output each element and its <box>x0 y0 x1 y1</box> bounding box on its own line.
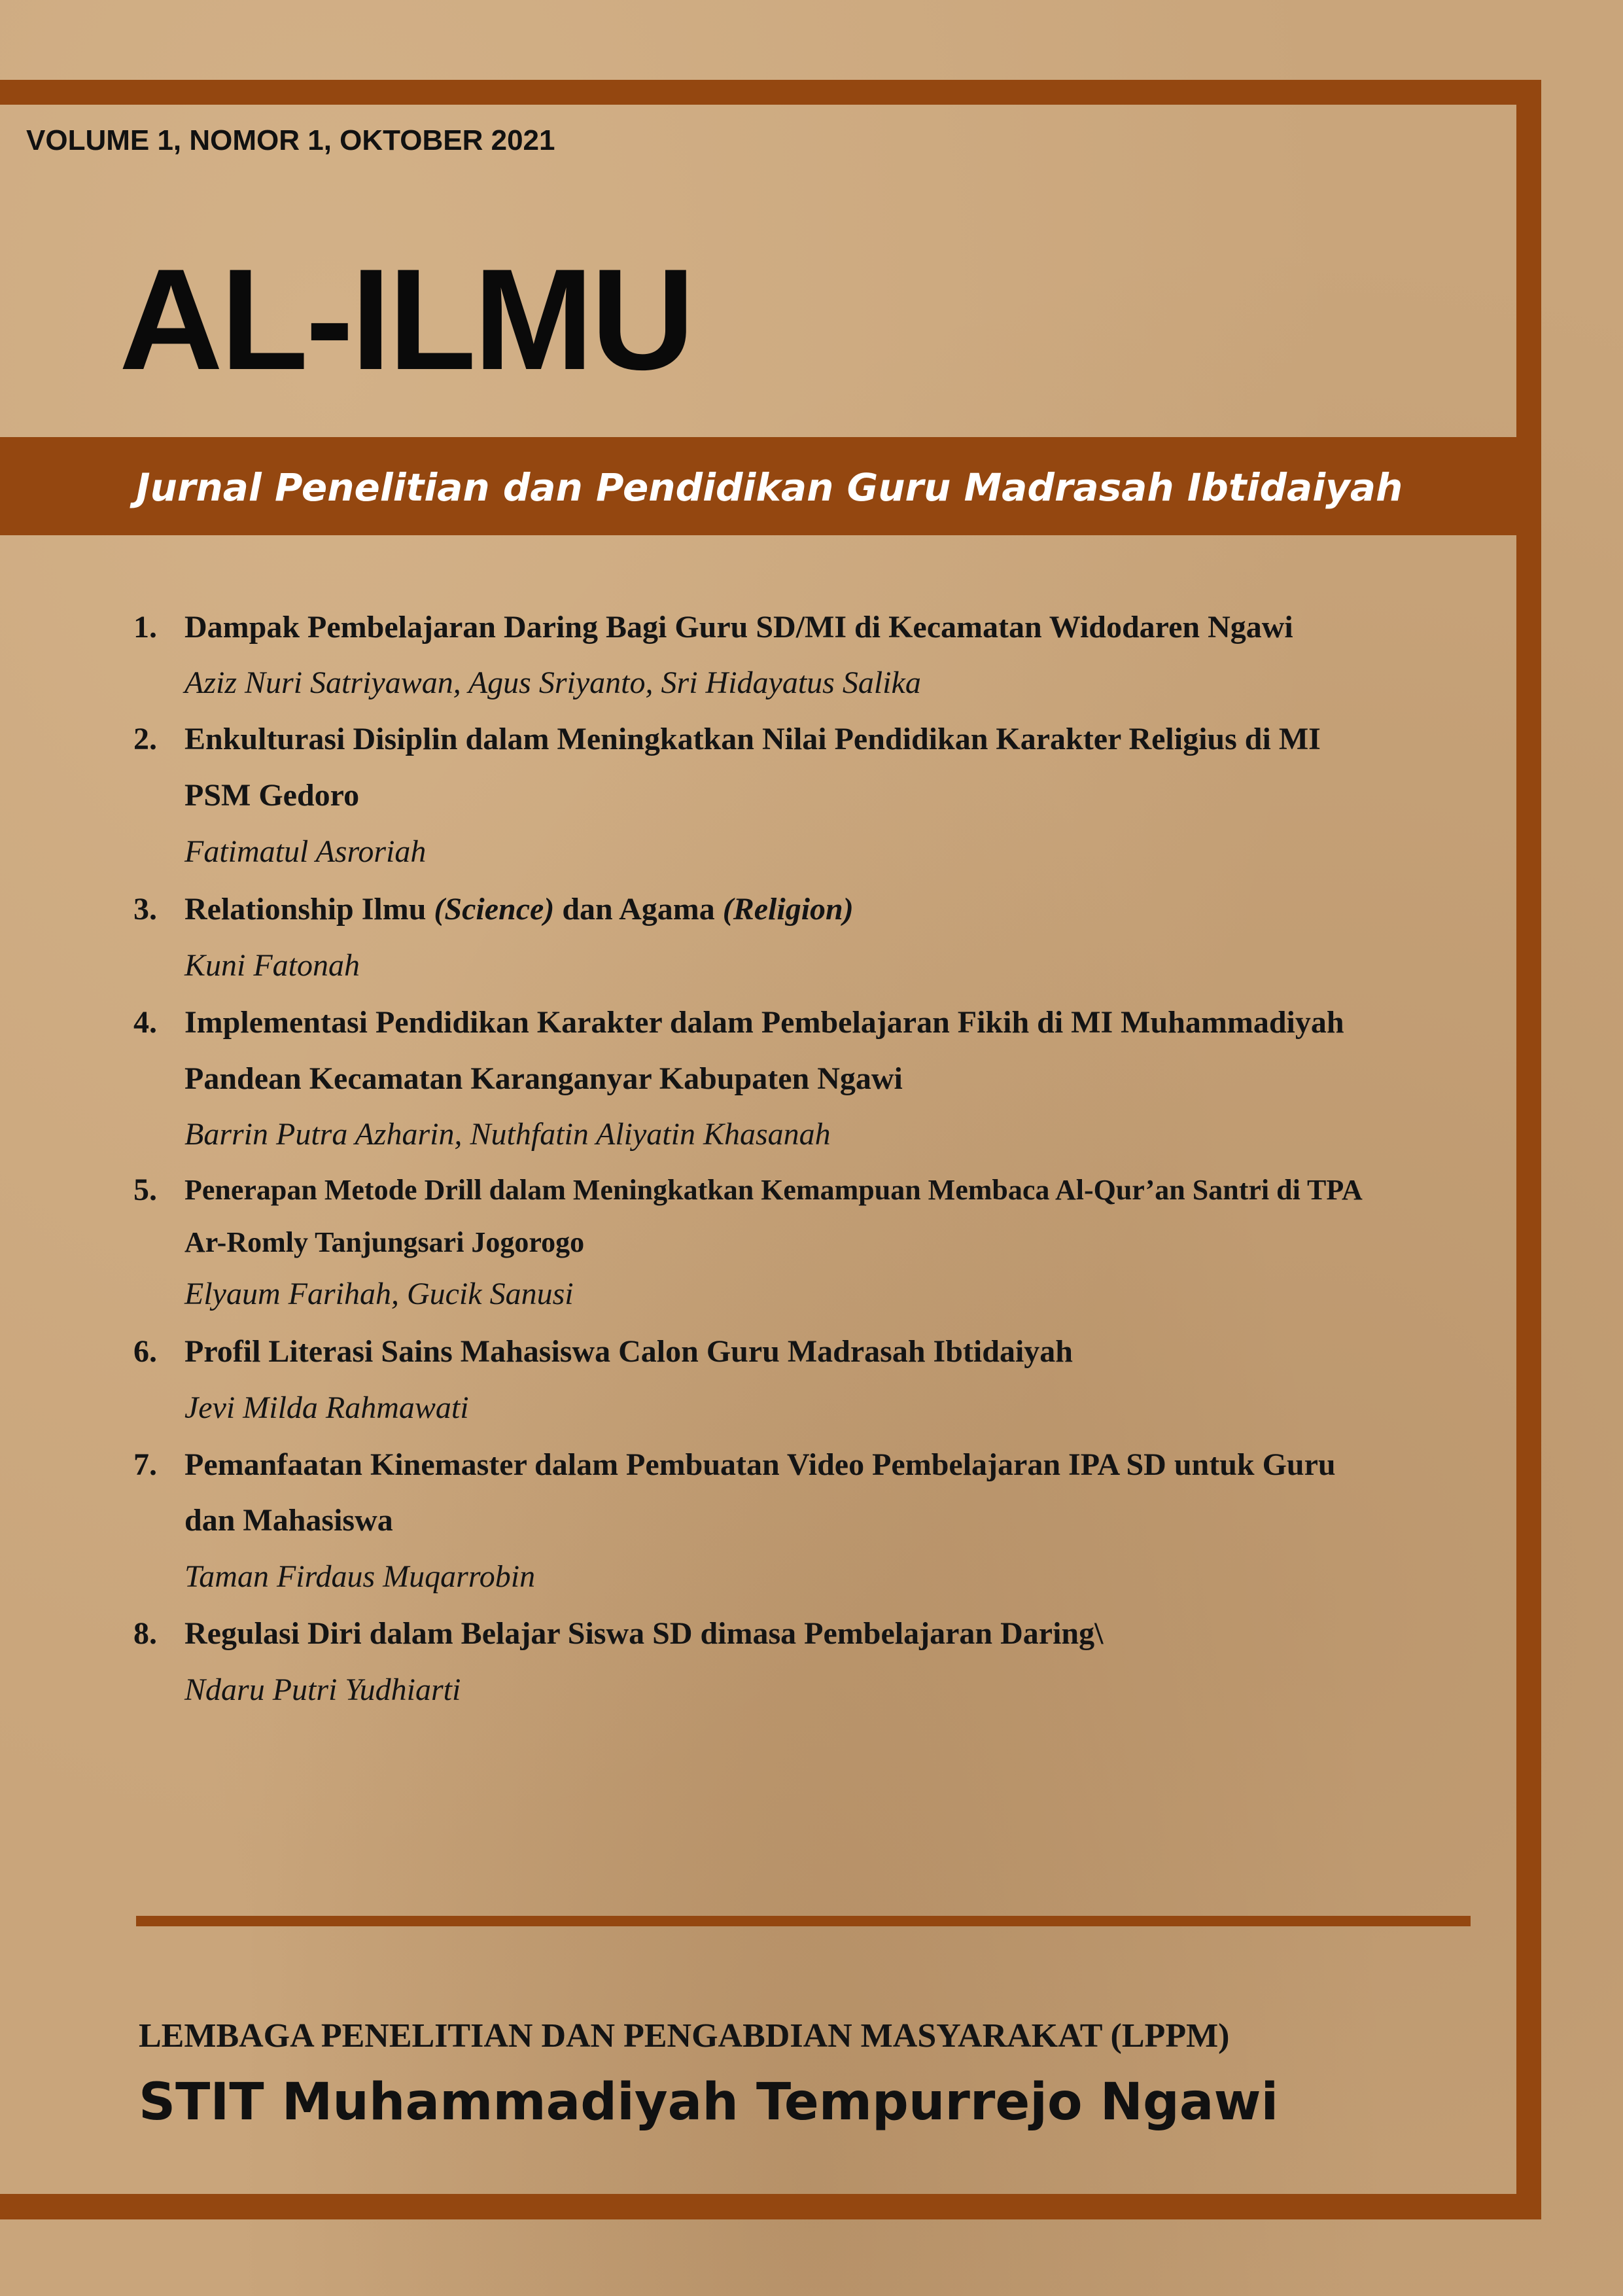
article-authors: Aziz Nuri Satriyawan, Agus Sriyanto, Sri Hidayatus Salika <box>184 665 921 700</box>
frame-right-border <box>1516 80 1541 2219</box>
article-authors: Ndaru Putri Yudhiarti <box>184 1672 461 1707</box>
article-number: 5. <box>133 1173 157 1207</box>
article-title: Penerapan Metode Drill dalam Meningkatkan Kemampuan Membaca Al-Qur’an Santri di TPA <box>184 1174 1363 1206</box>
volume-info: VOLUME 1, NOMOR 1, OKTOBER 2021 <box>26 124 555 156</box>
article-title: Ar-Romly Tanjungsari Jogorogo <box>184 1226 585 1258</box>
article-authors: Barrin Putra Azharin, Nuthfatin Aliyatin Khasanah <box>184 1117 831 1152</box>
article-title: PSM Gedoro <box>184 778 360 813</box>
article-authors: Kuni Fatonah <box>184 948 360 983</box>
article-title: Pandean Kecamatan Karanganyar Kabupaten Ngawi <box>184 1061 903 1096</box>
article-authors: Elyaum Farihah, Gucik Sanusi <box>184 1277 574 1311</box>
article-number: 1. <box>133 610 157 645</box>
article-title: dan Mahasiswa <box>184 1503 393 1538</box>
article-title-part: (Science) <box>434 892 555 927</box>
publisher-institution: STIT Muhammadiyah Tempurrejo Ngawi <box>139 2073 1279 2132</box>
article-title-part: (Religion) <box>722 892 854 927</box>
article-authors: Taman Firdaus Muqarrobin <box>184 1559 536 1594</box>
article-title-part: dan Agama <box>554 892 723 927</box>
journal-title: AL-ILMU <box>119 239 693 400</box>
publisher-lppm: LEMBAGA PENELITIAN DAN PENGABDIAN MASYARAKAT (LPPM) <box>139 2017 1230 2055</box>
footer-divider <box>136 1916 1471 1926</box>
article-number: 6. <box>133 1334 157 1369</box>
article-number: 7. <box>133 1447 157 1482</box>
journal-subtitle: Jurnal Penelitian dan Pendidikan Guru Madrasah Ibtidaiyah <box>136 465 1403 510</box>
article-title-part: Relationship Ilmu <box>184 892 434 927</box>
article-title: Profil Literasi Sains Mahasiswa Calon Guru Madrasah Ibtidaiyah <box>184 1334 1073 1369</box>
article-authors: Jevi Milda Rahmawati <box>184 1390 469 1425</box>
frame-bottom-border <box>0 2194 1541 2219</box>
article-title: Implementasi Pendidikan Karakter dalam Pembelajaran Fikih di MI Muhammadiyah <box>184 1005 1344 1040</box>
article-authors: Fatimatul Asroriah <box>184 834 427 869</box>
article-title: Regulasi Diri dalam Belajar Siswa SD dimasa Pembelajaran Daring\ <box>184 1616 1104 1651</box>
article-number: 4. <box>133 1005 157 1040</box>
article-title <box>184 890 854 929</box>
frame-top-border <box>0 80 1541 105</box>
article-title: Dampak Pembelajaran Daring Bagi Guru SD/MI di Kecamatan Widodaren Ngawi <box>184 610 1293 645</box>
article-title: Enkulturasi Disiplin dalam Meningkatkan Nilai Pendidikan Karakter Religius di MI <box>184 722 1321 756</box>
article-number: 3. <box>133 892 157 927</box>
article-number: 8. <box>133 1616 157 1651</box>
article-number: 2. <box>133 722 157 756</box>
article-title: Pemanfaatan Kinemaster dalam Pembuatan Video Pembelajaran IPA SD untuk Guru <box>184 1447 1336 1482</box>
